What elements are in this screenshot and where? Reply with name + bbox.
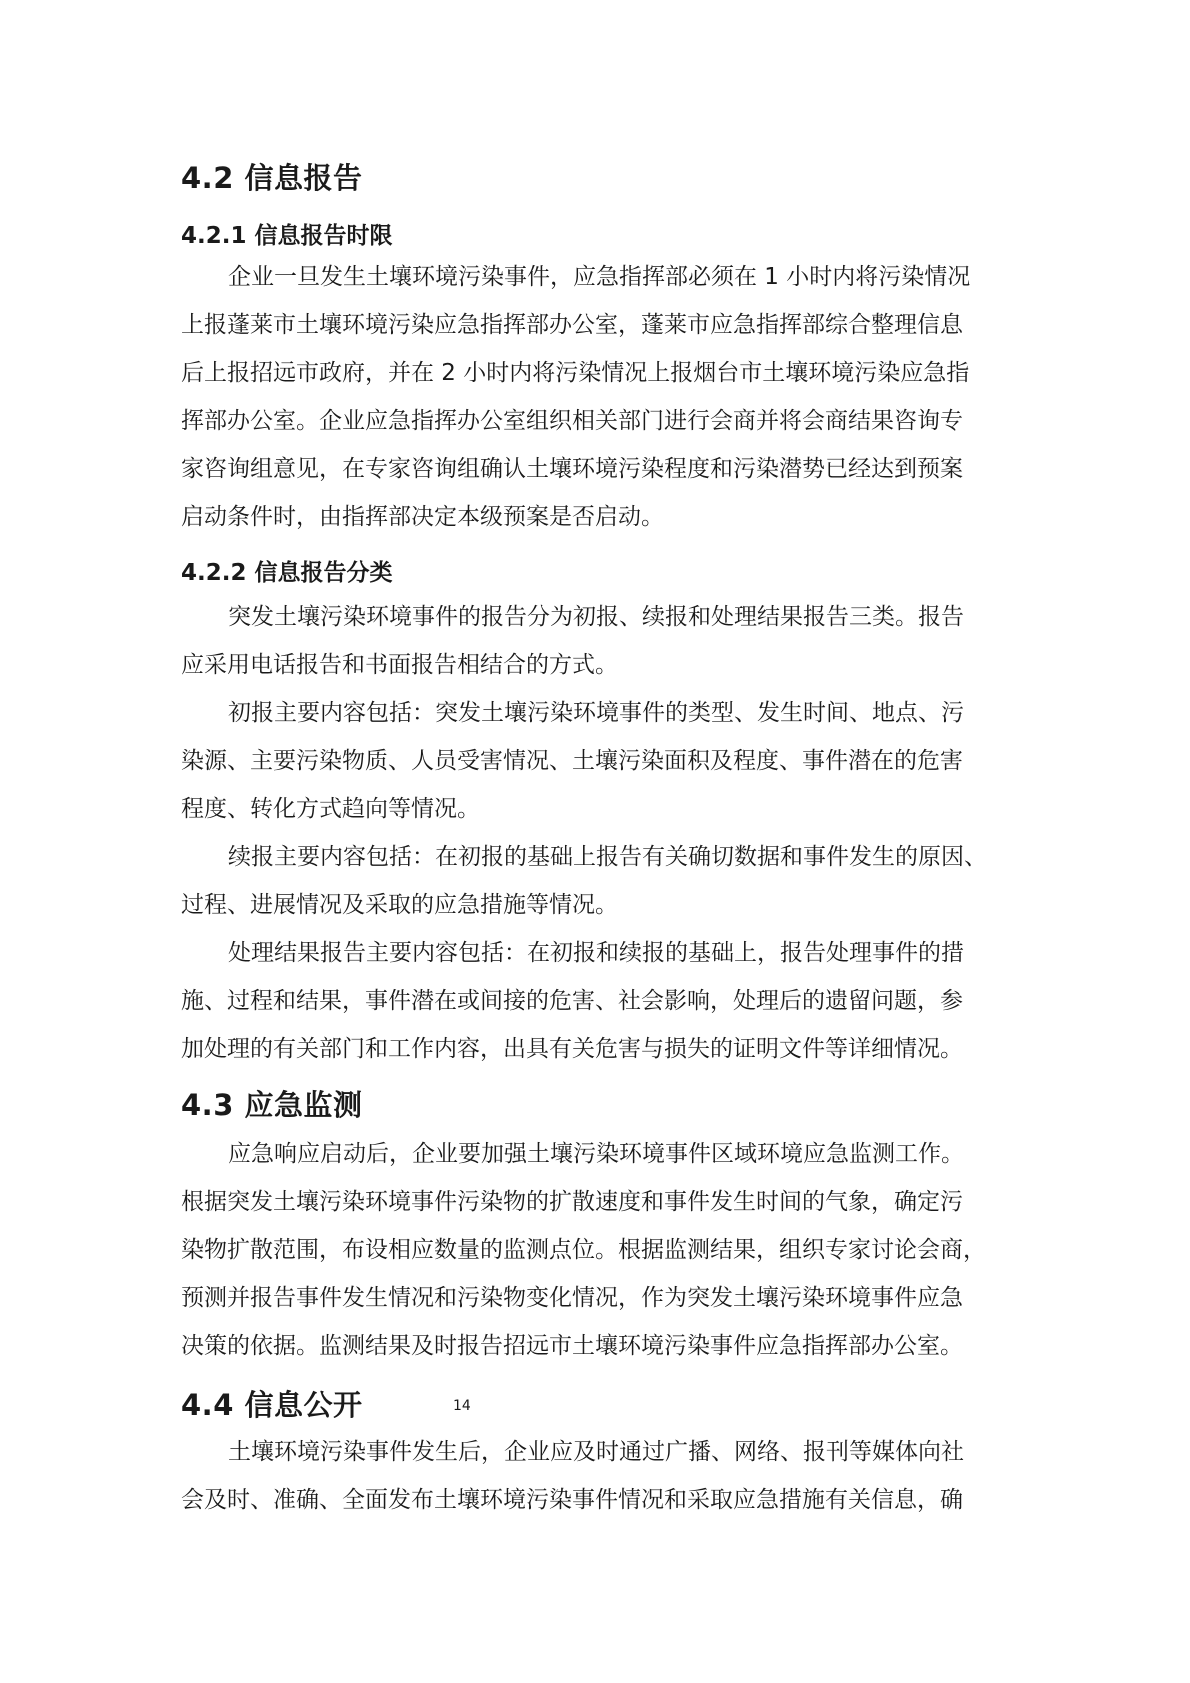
text-line: 程度、转化方式趋向等情况。 [181,796,480,822]
text-line: 加处理的有关部门和工作内容，出具有关危害与损失的证明文件等详细情况。 [181,1036,963,1062]
paragraph-follow-up-report [181,833,1011,929]
text-line: 处理结果报告主要内容包括：在初报和续报的基础上，报告处理事件的措 [228,940,964,966]
text-line: 预测并报告事件发生情况和污染物变化情况，作为突发土壤污染环境事件应急 [181,1285,963,1311]
text-line: 续报主要内容包括：在初报的基础上报告有关确切数据和事件发生的原因、 [228,844,987,870]
text-line: 染物扩散范围，布设相应数量的监测点位。根据监测结果，组织专家讨论会商， [181,1237,986,1263]
paragraph-initial-report [181,689,1011,833]
text-line: 挥部办公室。企业应急指挥办公室组织相关部门进行会商并将会商结果咨询专 [181,408,963,434]
section-heading-4-4: 4.4 信息公开 [181,1388,363,1422]
text-line: 突发土壤污染环境事件的报告分为初报、续报和处理结果报告三类。报告 [228,604,964,630]
text-line: 根据突发土壤污染环境事件污染物的扩散速度和事件发生时间的气象，确定污 [181,1189,963,1215]
paragraph-emergency-monitoring [181,1130,1011,1370]
text-line: 施、过程和结果，事件潜在或间接的危害、社会影响，处理后的遗留问题，参 [181,988,963,1014]
paragraph-result-report [181,929,1011,1073]
text-line: 决策的依据。监测结果及时报告招远市土壤环境污染事件应急指挥部办公室。 [181,1333,963,1359]
section-heading-4-2: 4.2 信息报告 [181,161,363,195]
paragraph-report-categories [181,593,1011,689]
subsection-heading-4-2-2: 4.2.2 信息报告分类 [181,560,393,586]
text-line: 应急响应启动后，企业要加强土壤污染环境事件区域环境应急监测工作。 [228,1141,964,1167]
text-line: 初报主要内容包括：突发土壤污染环境事件的类型、发生时间、地点、污 [228,700,964,726]
paragraph-information-disclosure [181,1428,1011,1524]
text-line: 土壤环境污染事件发生后，企业应及时通过广播、网络、报刊等媒体向社 [228,1439,964,1465]
text-line: 启动条件时，由指挥部决定本级预案是否启动。 [181,504,664,530]
text-line: 染源、主要污染物质、人员受害情况、土壤污染面积及程度、事件潜在的危害 [181,748,963,774]
subsection-heading-4-2-1: 4.2.1 信息报告时限 [181,223,393,249]
text-line: 家咨询组意见，在专家咨询组确认土壤环境污染程度和污染潜势已经达到预案 [181,456,963,482]
section-heading-4-3: 4.3 应急监测 [181,1088,363,1122]
text-line: 企业一旦发生土壤环境污染事件，应急指挥部必须在 1 小时内将污染情况 [228,264,971,290]
page-number: 14 [453,1398,471,1414]
text-line: 上报蓬莱市土壤环境污染应急指挥部办公室，蓬莱市应急指挥部综合整理信息 [181,312,963,338]
text-line: 后上报招远市政府，并在 2 小时内将污染情况上报烟台市土壤环境污染应急指 [181,360,970,386]
paragraph-reporting-time-limit [181,253,1011,541]
text-line: 过程、进展情况及采取的应急措施等情况。 [181,892,618,918]
text-line: 应采用电话报告和书面报告相结合的方式。 [181,652,618,678]
text-line: 会及时、准确、全面发布土壤环境污染事件情况和采取应急措施有关信息，确 [181,1487,963,1513]
